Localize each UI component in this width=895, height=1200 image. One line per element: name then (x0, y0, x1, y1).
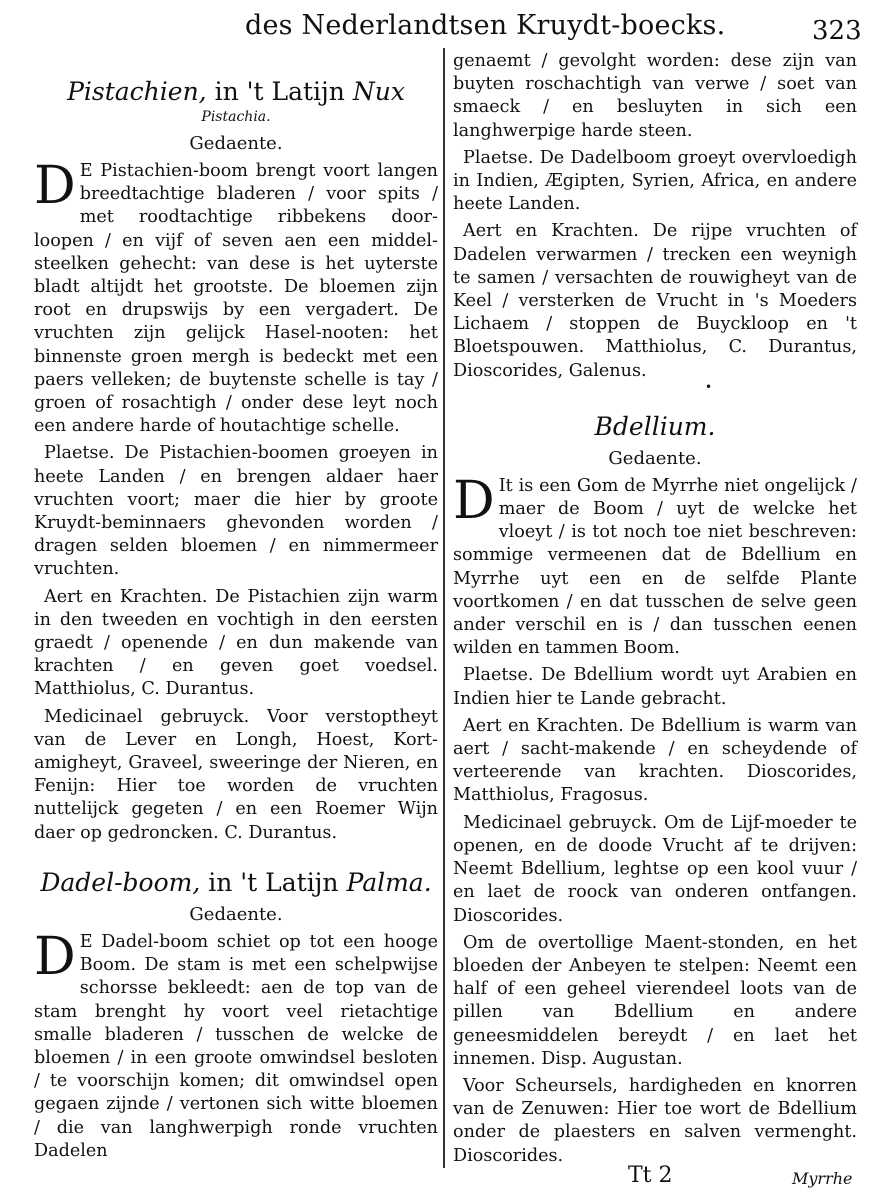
dadel-gedaente-heading: Gedaente. (189, 903, 283, 925)
bdellium-maentstonden: Om de overtollige Maent-stonden, en het bloeden der Anbeyen te stelpen: Neemt een half of een geheel vierendeel loots van de pillen van Bdellium en andere geneesmiddelen bereydt / en laet het innemen. Disp. Augustan. (453, 932, 857, 1069)
dadel-title-latin: Palma. (346, 867, 432, 897)
dadel-title-name: Dadel-boom, (40, 867, 201, 897)
dadel-title (34, 869, 438, 897)
pistachien-plaetse: Plaetse. De Pistachien-boomen groeyen in heete Landen / en brengen aldaer haer vruchten voort; maer die hier by groote Kruydt-beminnaers ghevonden worden / dragen selden bloemen / en nimmermeer vruchten. (34, 443, 438, 580)
pistachien-title-rest: in 't Latijn (206, 77, 353, 106)
running-title: des Nederlandtsen Kruydt-boecks. (245, 10, 726, 41)
bdellium-dropcap: D (453, 474, 495, 531)
pistachien-gedaente-heading: Gedaente. (189, 133, 283, 154)
pistachien-medicinael: Medicinael gebruyck. Voor verstoptheyt van de Lever en Longh, Hoest, Kort-amigheyt, Graveel, sweeringe der Nieren, en Fenijn: Hier toe worden de vruchten nuttelijck gegeten / en een Roemer Wijn daer op gedroncken. C. Durantus. (34, 706, 438, 843)
right-column (453, 50, 857, 1172)
bdellium-medicinael: Medicinael gebruyck. Om de Lijf-moeder te openen, en de doode Vrucht af te drijven: Neemt Bdellium, leghtse op een kool vuur / en laet de roock van onderen ontfangen. Dioscorides. (453, 812, 857, 926)
column-divider (443, 48, 445, 1168)
pistachien-dropcap: D (34, 160, 76, 216)
ink-dot: • (705, 380, 713, 394)
pistachien-title-name: Pistachien, (67, 77, 207, 106)
bdellium-gedaente-heading: Gedaente. (608, 447, 702, 469)
pistachien-subtitle: Pistachia. (201, 109, 271, 125)
bdellium-scheursels: Voor Scheursels, hardigheden en knorren van de Zenuwen: Hier toe wort de Bdellium onder de plaesters en salven vermenght. Dioscorides. (453, 1075, 857, 1166)
left-column (34, 50, 438, 1167)
pistachien-aert: Aert en Krachten. De Pistachien zijn warm in den tweeden en vochtigh in den eersten graedt / openende / en dun makende van krachten / en geven goet voedsel. Matthiolus, C. Durantus. (34, 586, 438, 700)
bdellium-gedaente-paragraph (453, 475, 857, 661)
bdellium-gedaente-text: It is een Gom de Myrrhe niet ongelijck / maer de Boom / uyt de welcke het vloeyt / is tot noch toe niet beschreven: sommige vermeenen dat de Bdellium en Myrrhe uyt een en de selfde Plante voortkomen / en dat tusschen de selve geen ander verschil en is / dan tusschen eenen wilden en tammen Boom. (453, 475, 857, 659)
dadel-gedaente-paragraph (34, 931, 438, 1163)
dadel-aert: Aert en Krachten. De rijpe vruchten of Dadelen verwarmen / trecken een weynigh te samen / versachten de rouwigheyt van de Keel / versterken de Vrucht in 's Moeders Lichaem / stoppen de Buyckloop en 't Bloetspouwen. Matthiolus, C. Durantus, Dioscorides, Galenus. (453, 221, 857, 381)
dadel-title-rest: in 't Latijn (200, 867, 347, 897)
bdellium-plaetse: Plaetse. De Bdellium wordt uyt Arabien en Indien hier te Lande gebracht. (453, 665, 857, 709)
page-header (0, 6, 895, 46)
signature-mark: Tt 2 (628, 1163, 673, 1188)
dadel-continued: genaemt / gevolght worden: dese zijn van buyten roschachtigh van verwe / soet van smaeck / en besluyten in sich een langhwerpige harde steen. (453, 51, 857, 141)
pistachien-gedaente-paragraph (34, 160, 438, 438)
bdellium-title (453, 413, 857, 441)
catchword: Myrrhe (792, 1169, 853, 1188)
bdellium-title-name: Bdellium. (594, 411, 716, 441)
page-number: 323 (812, 16, 862, 46)
pistachien-title-latin: Nux (352, 77, 405, 106)
pistachien-title (34, 78, 438, 106)
dadel-dropcap: D (34, 930, 76, 987)
bdellium-aert: Aert en Krachten. De Bdellium is warm van aert / sacht-makende / en scheydende of verteerende van krachten. Dioscorides, Matthiolus, Fragosus. (453, 715, 857, 806)
dadel-gedaente-text: E Dadel-boom schiet op tot een hooge Boom. De stam is met een schelpwijse schorsse bekleedt: aen de top van de stam brenght hy voort veel rietachtige smalle bladeren / tusschen de welcke de bloemen / in een groote omwindsel besloten / te voorschijn komen; dit omwindsel open gegaen zijnde / vertonen sich witte bloemen / die van langhwerpigh ronde vruchten Dadelen (34, 931, 438, 1161)
dadel-plaetse: Plaetse. De Dadelboom groeyt overvloedigh in Indien, Ægipten, Syrien, Africa, en andere heete Landen. (453, 147, 857, 215)
pistachien-gedaente-text: E Pistachien-boom brengt voort langen breedtachtige bladeren / voor spits / met roodtachtige ribbekens door-loopen / en vijf of seven aen een middel-steelken gehecht: van dese is het uyterste bladt altijdt het grootste. De bloemen zijn root en drupswijs by een vergadert. De vruchten zijn gelijck Hasel-nooten: het binnenste groen mergh is bedeckt met een paers velleken; de buytenste schelle is tay / groen of rosachtigh / onder dese leyt noch een andere harde of houtachtige schelle. (34, 161, 438, 437)
